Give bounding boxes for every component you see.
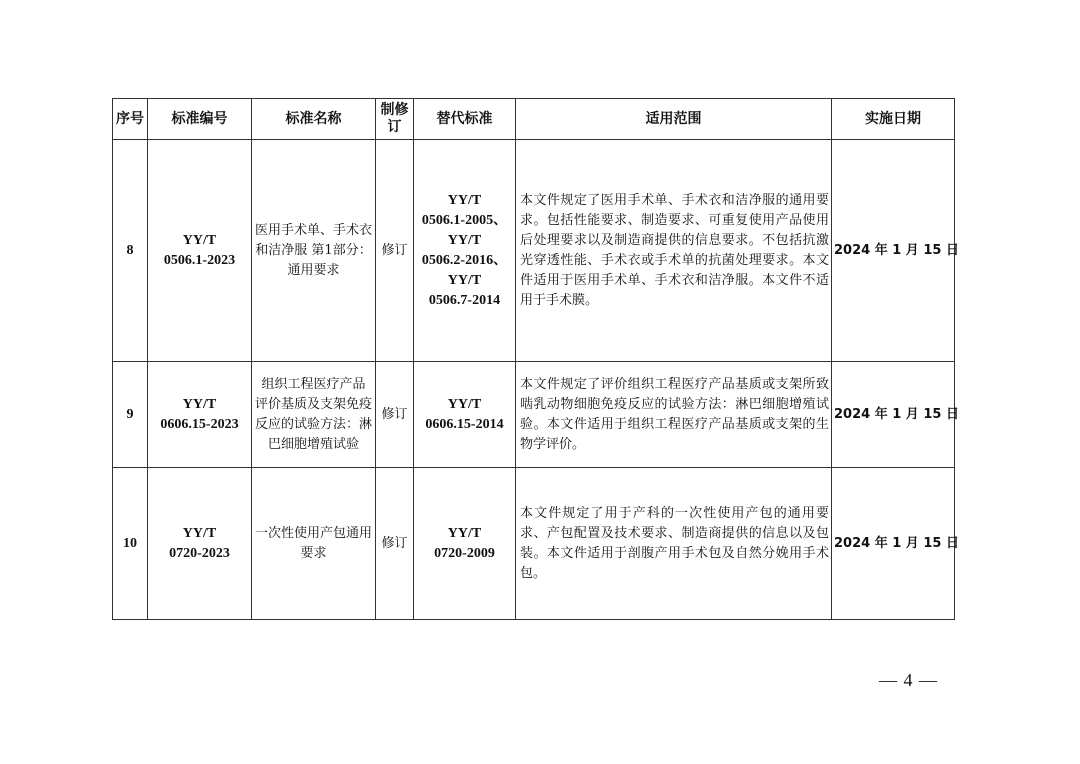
- header-std-no: 标准编号: [148, 99, 252, 140]
- replaced-line: YY/T: [447, 232, 482, 248]
- cell-revision: 修订: [376, 468, 414, 620]
- cell-std-name: 组织工程医疗产品 评价基质及支架免疫反应的试验方法：淋巴细胞增殖试验: [252, 362, 376, 468]
- std-no-line: YY/T: [182, 396, 217, 412]
- replaced-line: 0720-2009: [434, 545, 495, 561]
- table-row: [113, 140, 955, 362]
- header-std-name: 标准名称: [252, 99, 376, 140]
- cell-std-name: 一次性使用产包通用要求: [252, 468, 376, 620]
- cell-replaced: [414, 140, 516, 362]
- cell-scope: 本文件规定了医用手术单、手术衣和洁净服的通用要求。包括性能要求、制造要求、可重复使用产品使用后处理要求以及制造商提供的信息要求。不包括抗激光穿透性能、手术衣或手术单的抗菌处理要求。本文件适用于医用手术单、手术衣和洁净服。本文件不适用于手术膜。: [516, 140, 832, 362]
- header-effective: 实施日期: [832, 99, 955, 140]
- table-row: [113, 468, 955, 620]
- cell-replaced: [414, 468, 516, 620]
- header-scope: 适用范围: [516, 99, 832, 140]
- standards-table: [112, 98, 959, 620]
- cell-effective: 2024 年 1 月 15 日: [832, 468, 955, 620]
- std-no-line: 0606.15-2023: [160, 416, 239, 432]
- cell-effective: 2024 年 1 月 15 日: [832, 362, 955, 468]
- cell-revision: 修订: [376, 362, 414, 468]
- std-no-line: YY/T: [182, 525, 217, 541]
- page-number: — 4 —: [879, 670, 938, 690]
- header-replaced: 替代标准: [414, 99, 516, 140]
- replaced-line: 0506.2-2016、: [421, 252, 508, 268]
- cell-scope: 本文件规定了用于产科的一次性使用产包的通用要求、产包配置及技术要求、制造商提供的信息以及包装。本文件适用于剖腹产用手术包及自然分娩用手术包。: [516, 468, 832, 620]
- replaced-line: YY/T: [447, 272, 482, 288]
- cell-std-no: [148, 362, 252, 468]
- replaced-line: YY/T: [447, 192, 482, 208]
- header-revision: 制修订: [376, 99, 414, 140]
- table-header-row: [113, 99, 955, 140]
- cell-effective: 2024 年 1 月 15 日: [832, 140, 955, 362]
- table-row: [113, 362, 955, 468]
- cell-seq: 10: [113, 468, 148, 620]
- cell-std-no: [148, 140, 252, 362]
- cell-std-name: 医用手术单、手术衣和洁净服 第1部分：通用要求: [252, 140, 376, 362]
- std-no-line: 0506.1-2023: [163, 252, 236, 268]
- replaced-line: YY/T: [447, 525, 482, 541]
- std-no-line: 0720-2023: [169, 545, 230, 561]
- cell-seq: 8: [113, 140, 148, 362]
- std-no-line: YY/T: [182, 232, 217, 248]
- cell-seq: 9: [113, 362, 148, 468]
- header-seq: 序号: [113, 99, 148, 140]
- cell-std-no: [148, 468, 252, 620]
- replaced-line: YY/T: [447, 396, 482, 412]
- replaced-line: 0606.15-2014: [425, 416, 504, 432]
- replaced-line: 0506.7-2014: [428, 292, 501, 308]
- cell-replaced: [414, 362, 516, 468]
- replaced-line: 0506.1-2005、: [421, 212, 508, 228]
- cell-revision: 修订: [376, 140, 414, 362]
- cell-scope: 本文件规定了评价组织工程医疗产品基质或支架所致啮乳动物细胞免疫反应的试验方法：淋巴细胞增殖试验。本文件适用于组织工程医疗产品基质或支架的生物学评价。: [516, 362, 832, 468]
